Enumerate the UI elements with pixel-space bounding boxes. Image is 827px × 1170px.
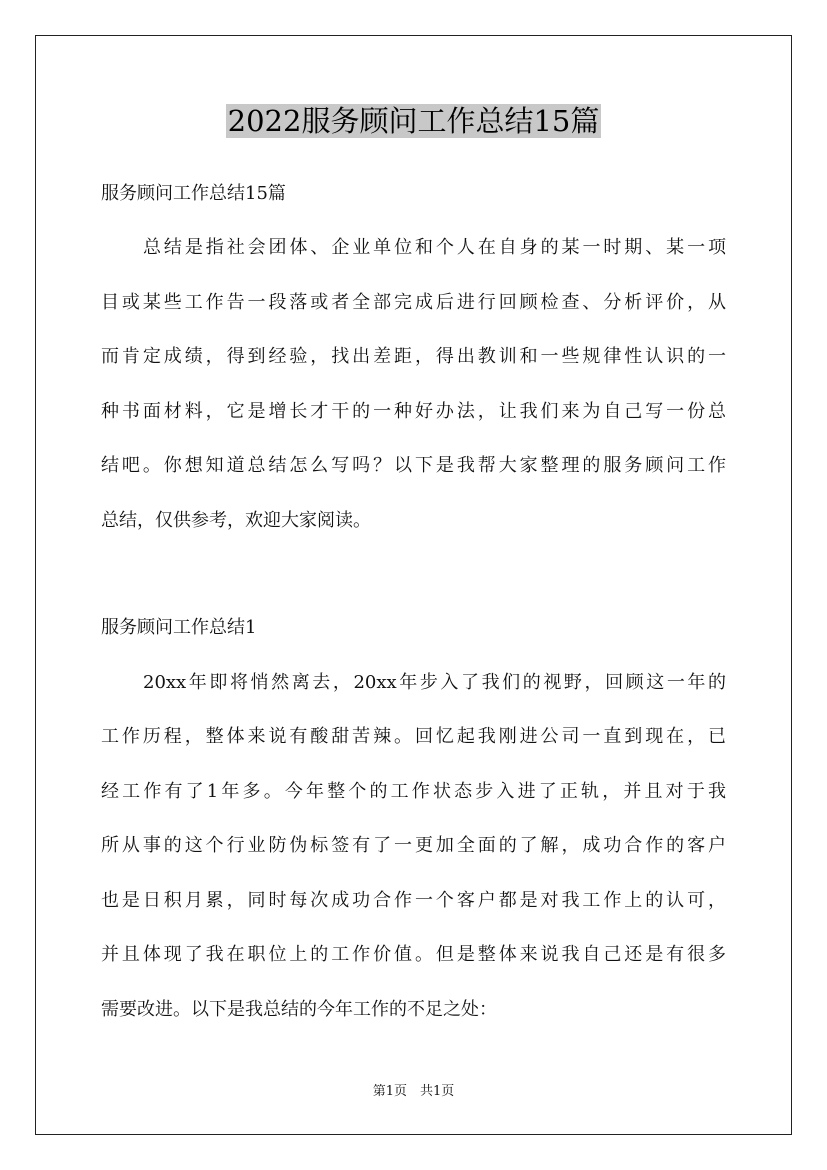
intro-line: 结吧。你想知道总结怎么写吗？以下是我帮大家整理的服务顾问工作: [101, 455, 726, 476]
page-number: 第1页 共1页: [372, 1084, 455, 1099]
section1-line: 工作历程，整体来说有酸甜苦辣。回忆起我刚进公司一直到现在，已: [101, 726, 726, 747]
section1-line: 也是日积月累，同时每次成功合作一个客户都是对我工作上的认可，: [101, 890, 726, 911]
intro-line: 总结，仅供参考，欢迎大家阅读。: [101, 510, 371, 531]
intro-line: 种书面材料，它是增长才干的一种好办法，让我们来为自己写一份总: [101, 401, 726, 422]
document-title: [0, 100, 827, 142]
intro-line: 目或某些工作告一段落或者全部完成后进行回顾检查、分析评价，从: [101, 292, 726, 313]
section1-line: 所从事的这个行业防伪标签有了一更加全面的了解，成功合作的客户: [101, 835, 726, 856]
intro-line: 而肯定成绩，得到经验，找出差距，得出教训和一些规律性认识的一: [101, 346, 726, 367]
intro-line: 总结是指社会团体、企业单位和个人在自身的某一时期、某一项: [143, 237, 726, 258]
document-title-text: 2022服务顾问工作总结15篇: [227, 104, 600, 138]
document-subtitle: 服务顾问工作总结15篇: [101, 183, 286, 204]
section1-line: 经工作有了1年多。今年整个的工作状态步入进了正轨，并且对于我: [101, 781, 726, 802]
section1-line: 并且体现了我在职位上的工作价值。但是整体来说我自己还是有很多: [101, 944, 726, 965]
section-heading: 服务顾问工作总结1: [101, 617, 257, 638]
section1-line: 需要改进。以下是我总结的今年工作的不足之处：: [101, 999, 497, 1020]
section1-line: 20xx年即将悄然离去，20xx年步入了我们的视野，回顾这一年的: [143, 672, 726, 693]
